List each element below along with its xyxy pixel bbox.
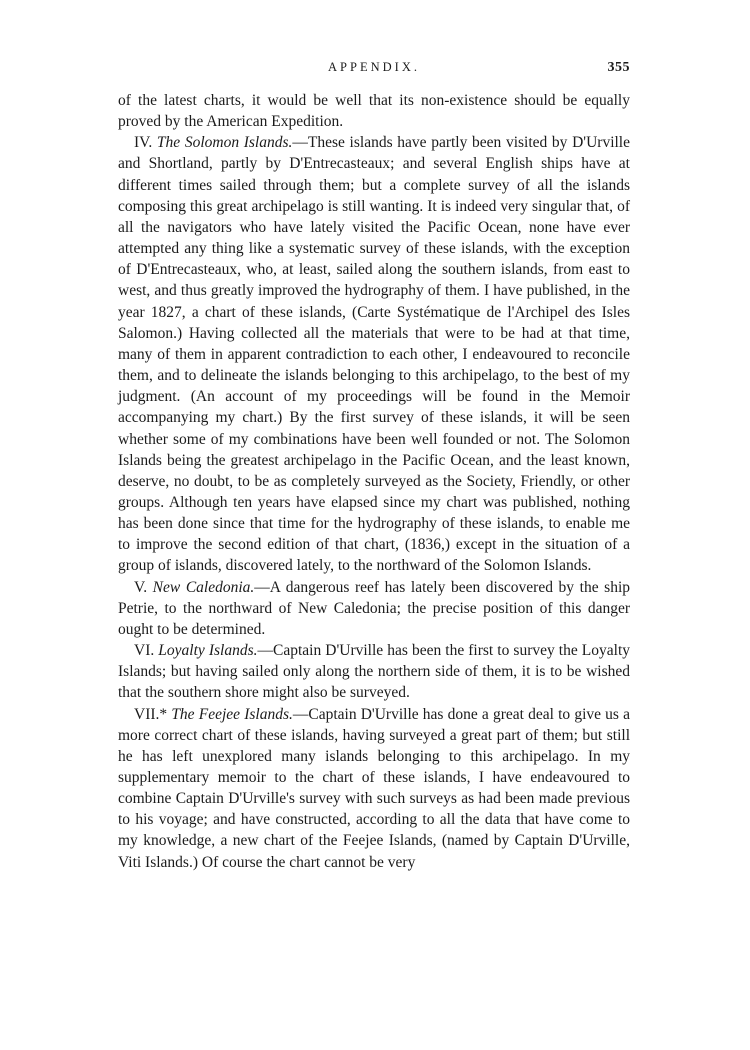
section-number: VII.* — [134, 705, 172, 723]
paragraph-text: of the latest charts, it would be well that its non-existence should be equally proved by the American Expedition. — [118, 92, 630, 131]
paragraph-text: —These islands have partly been visited by D'Urville and Shortland, partly by D'Entrecasteaux; and several English ships have at different times sailed through them; but a complete survey of all the islands composing this great archipelago is still wanting. It is indeed very singular that, of all the navigators who have lately visited the Pacific Ocean, none have ever attempted any thing like a systematic survey of these islands, with the exception of D'Entrecasteaux, who, at least, sailed along the southern islands, from east to west, and thus greatly improved the hydrography of them. I have published, in the year 1827, a chart of these islands, (Carte Systématique de l'Archipel des Isles Salomon.) Having collected all the materials that were to be had at that time, many of them in apparent contradiction to each other, I endeavoured to reconcile them, and to delineate the islands belonging to this archipelago, to the best of my judgment. (An account of my proceedings will be found in the Memoir accompanying my chart.) By the first survey of these islands, it will be seen whether some of my combinations have been well founded or not. The Solomon Islands being the greatest archipelago in the Pacific Ocean, and the least known, deserve, no doubt, to be as completely surveyed as the Society, Friendly, or other groups. Although ten years have elapsed since my chart was published, nothing has been done since that time for the hydrography of these islands, to enable me to improve the second edition of that chart, (1836,) except in the situation of a group of islands, discovered lately, to the northward of the Solomon Islands. — [118, 134, 630, 575]
body-text — [118, 90, 630, 873]
section-number: IV. — [134, 134, 157, 152]
paragraph-text: —A dangerous reef has lately been discovered by the ship Petrie, to the northward of New Caledonia; the precise position of this danger ought to be determined. — [118, 578, 630, 638]
section-number: V. — [134, 578, 153, 596]
section-heading: The Solomon Islands. — [156, 134, 293, 152]
paragraph-loyalty-islands — [118, 640, 630, 703]
paragraph-feejee-islands — [118, 704, 630, 873]
running-head-title: APPENDIX. — [328, 60, 420, 74]
paragraph-continuation — [118, 90, 630, 132]
paragraph-new-caledonia — [118, 577, 630, 640]
paragraph-text: —Captain D'Urville has been the first to survey the Loyalty Islands; but having sailed only along the northern side of them, it is to be wished that the southern shore might also be surveyed. — [118, 642, 631, 702]
running-head — [118, 56, 630, 82]
paragraph-text: —Captain D'Urville has done a great deal to give us a more correct chart of these islands, having surveyed a great part of them; but still he has left unexplored many islands belonging to this archipelago. In my supplementary memoir to the chart of these islands, I have endeavoured to combine Captain D'Urville's survey with such surveys as had been made previous to his voyage; and have constructed, according to all the data that have come to my knowledge, a new chart of the Feejee Islands, (named by Captain D'Urville, Viti Islands.) Of course the chart cannot be very — [118, 705, 630, 871]
section-heading: New Caledonia. — [152, 578, 255, 596]
book-page — [118, 56, 630, 873]
section-number: VI. — [134, 642, 159, 660]
page-number: 355 — [607, 60, 630, 75]
section-heading: Loyalty Islands. — [158, 642, 258, 660]
paragraph-solomon-islands — [118, 132, 630, 576]
section-heading: The Feejee Islands. — [171, 705, 293, 723]
